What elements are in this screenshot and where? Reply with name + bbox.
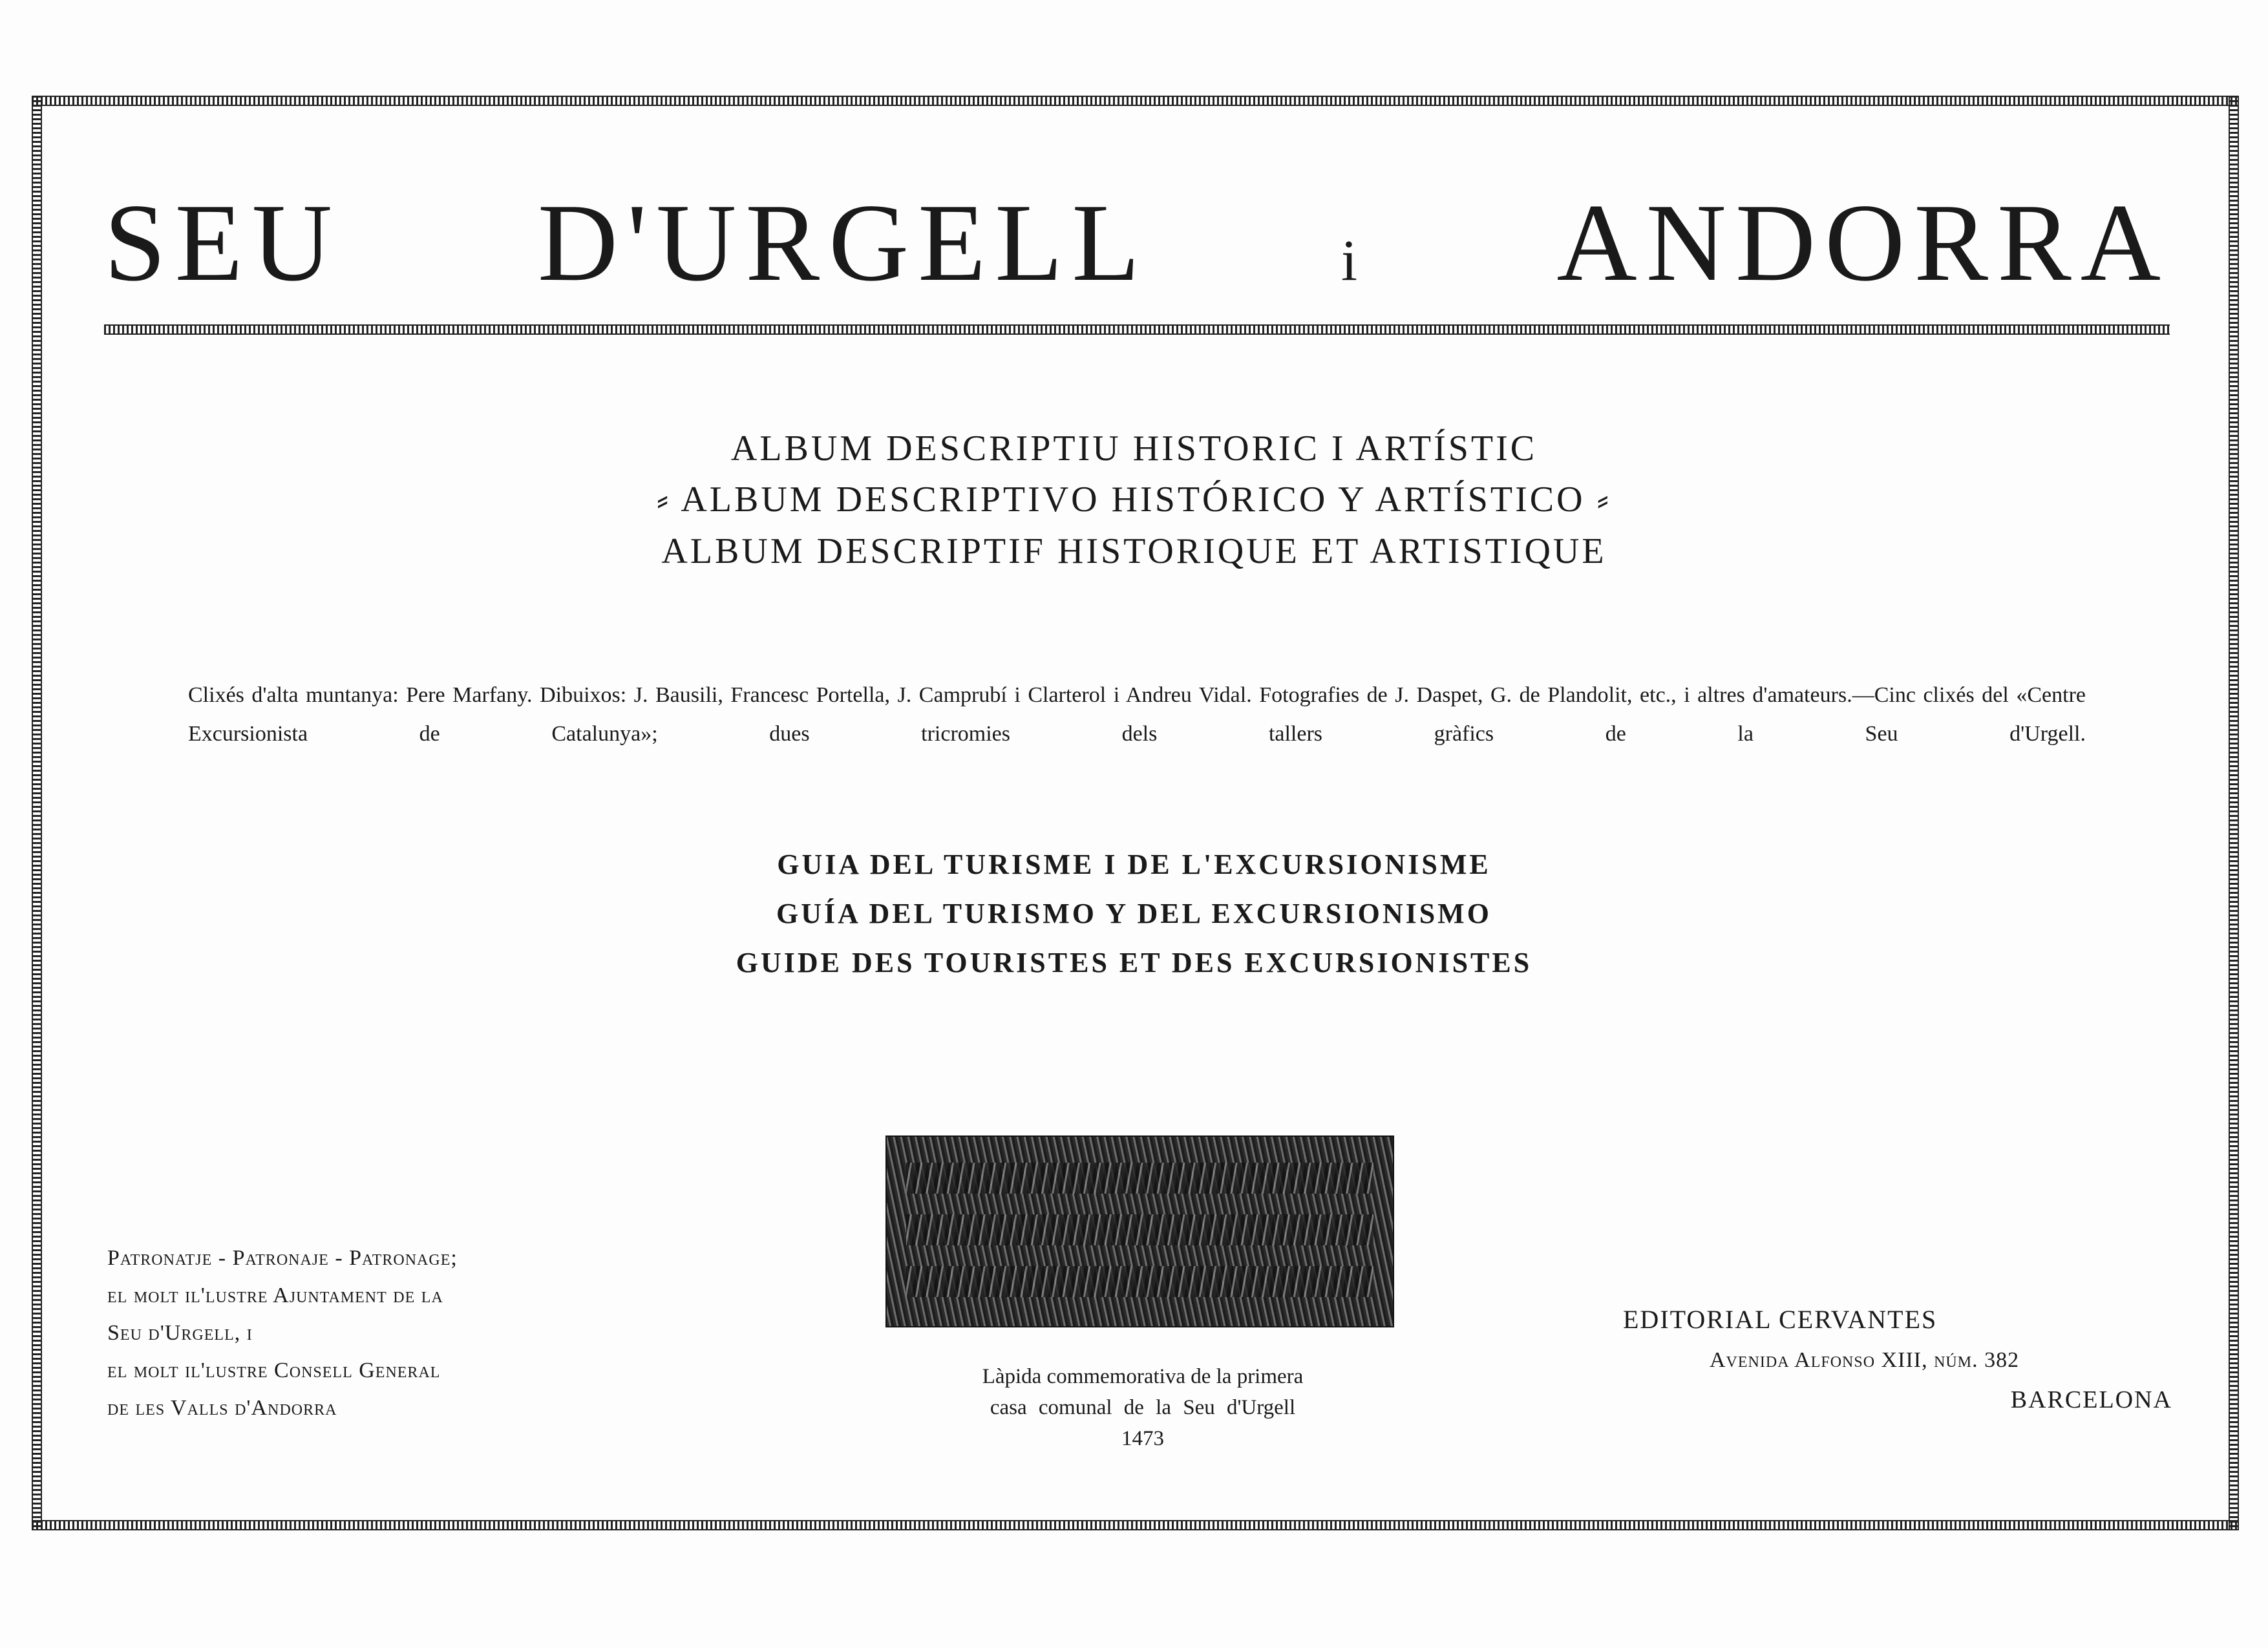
patronage-line-1: Patronatje - Patronaje - Patronage; [107,1246,458,1270]
guide-french: GUIDE DES TOURISTES ET DES EXCURSIONISTES [736,947,1532,978]
guide-spanish: GUÍA DEL TURISMO Y DEL EXCURSIONISMO [776,898,1492,929]
caption-line-1: Làpida commemorativa de la primera [982,1365,1304,1388]
title-conjunction: i [1341,229,1367,293]
credits: Clixés d'alta muntanya: Pere Marfany. Dibuixos: J. Bausili, Francesc Portella, J. Camprubí i Clarterol i Andreu Vidal. Fotografies de J. Daspet, G. de Plandolit, etc., i altres d'amateurs.—Cinc clixés del «Centre Excursionista de Catalunya»; dues tricromies dels tallers gràfics de la Seu d'Urgell. [188,683,2086,746]
patronage-line-2: el molt il'lustre Ajuntament de la [107,1284,443,1307]
border-bottom [32,1520,2239,1530]
subtitle-spanish: ⸗ ALBUM DESCRIPTIVO HISTÓRICO Y ARTÍSTICO ⸗ [656,480,1612,520]
guide-catalan: GUIA DEL TURISME I DE L'EXCURSIONISME [777,849,1491,880]
publisher-name: EDITORIAL CERVANTES [1623,1305,1938,1334]
page-title [104,182,2170,304]
border-right [2229,96,2239,1530]
publisher-address: Avenida Alfonso XIII, núm. 382 [1710,1348,2020,1372]
title-part2: ANDORRA [1556,182,2170,304]
patronage-line-3: Seu d'Urgell, i [107,1321,253,1345]
subtitle-french: ALBUM DESCRIPTIF HISTORIQUE ET ARTISTIQUE [661,531,1607,571]
patronage-line-4: el molt il'lustre Consell General [107,1358,441,1382]
caption-year: 1473 [1121,1427,1164,1450]
title-rule [104,324,2170,335]
patronage-line-5: de les Valls d'Andorra [107,1396,337,1420]
publisher-city: BARCELONA [2010,1386,2172,1413]
subtitle-catalan: ALBUM DESCRIPTIU HISTORIC I ARTÍSTIC [730,428,1538,469]
border-left [32,96,42,1530]
caption-line-2: casa comunal de la Seu d'Urgell [990,1396,1296,1419]
title-part1: SEU D'URGELL [104,182,1145,304]
border-top [32,96,2239,106]
commemorative-plaque-photo [885,1136,1394,1327]
